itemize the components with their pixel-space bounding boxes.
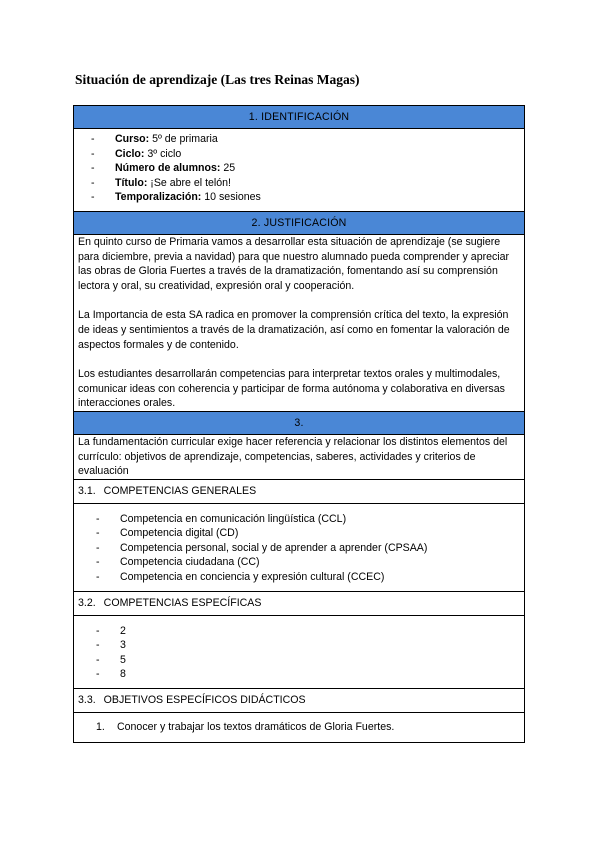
list-item-text: Competencia digital (CD) (120, 527, 239, 540)
justificacion-paragraph: La Importancia de esta SA radica en promover la comprensión crítica del texto, la expresión de ideas y sentimientos a través de la dramatización, así como en fomentar la valoración de aspectos formales y de contenido. (78, 309, 510, 351)
list-item (96, 638, 520, 653)
field-label: Temporalización: (115, 191, 202, 204)
list-item (96, 526, 520, 541)
list-item (91, 176, 520, 191)
list-item (96, 512, 520, 527)
subsection-number: 3.3. (78, 694, 96, 707)
field-label: Curso: (115, 133, 150, 145)
dash-bullet: - (96, 639, 100, 652)
dash-bullet: - (91, 176, 95, 189)
competencias-generales-cell (74, 503, 525, 591)
list-item-text: Conocer y trabajar los textos dramáticos de Gloria Fuertes. (117, 721, 395, 734)
dash-bullet: - (96, 571, 100, 584)
dash-bullet: - (96, 653, 100, 666)
dash-bullet: - (96, 668, 100, 681)
identificacion-cell (74, 129, 525, 212)
dash-bullet: - (96, 624, 100, 637)
justificacion-paragraph: Los estudiantes desarrollarán competencias para interpretar textos orales y multimodales, comunicar ideas con coherencia y participar de forma autónoma y colaborativa en diversas interacciones orales. (78, 368, 505, 410)
list-item-text: Competencia en conciencia y expresión cultural (CCEC) (120, 571, 385, 584)
list-item (91, 132, 520, 147)
competencias-especificas-header (74, 591, 525, 615)
dash-bullet: - (96, 512, 100, 525)
dash-bullet: - (91, 162, 95, 175)
list-item-text: 3 (120, 639, 126, 652)
list-item (91, 161, 520, 176)
field-value: 10 sesiones (201, 191, 261, 204)
subsection-number: 3.2. (78, 596, 96, 609)
field-value: ¡Se abre el telón! (147, 176, 231, 189)
list-item-text: 2 (120, 624, 126, 637)
section-3-intro-cell (74, 434, 525, 479)
list-item (96, 555, 520, 570)
objetivos-header (74, 689, 525, 713)
section-3-header: 3. (74, 411, 525, 434)
dash-bullet: - (91, 191, 95, 204)
list-item-text: 5 (120, 653, 126, 666)
list-item-text: Competencia ciudadana (CC) (120, 556, 260, 569)
dash-bullet: - (96, 541, 100, 554)
field-value: 25 (220, 162, 236, 175)
learning-situation-table (73, 105, 525, 743)
competencias-generales-header (74, 479, 525, 503)
field-value: 5º de primaria (149, 133, 218, 145)
objetivos-list (78, 713, 520, 742)
competencias-especificas-cell (74, 615, 525, 688)
dash-bullet: - (91, 133, 95, 145)
list-item (91, 147, 520, 162)
dash-bullet: - (96, 527, 100, 540)
field-label: Título: (115, 176, 148, 189)
competencias-especificas-list (78, 616, 520, 688)
dash-bullet: - (91, 147, 95, 160)
objetivos-cell (74, 713, 525, 743)
dash-bullet: - (96, 556, 100, 569)
subsection-title: COMPETENCIAS GENERALES (103, 484, 257, 497)
field-label: Ciclo: (115, 147, 145, 160)
justificacion-cell (74, 234, 525, 411)
list-item (96, 570, 520, 585)
list-item (96, 720, 520, 735)
field-label: Número de alumnos: (115, 162, 221, 175)
identificacion-header: 1. IDENTIFICACIÓN (74, 106, 525, 129)
list-item (96, 653, 520, 668)
item-number: 1. (96, 721, 105, 734)
subsection-title: OBJETIVOS ESPECÍFICOS DIDÁCTICOS (103, 694, 306, 707)
section-3-intro: La fundamentación curricular exige hacer referencia y relacionar los distintos elementos del currículo: objetivos de aprendizaje, competencias, saberes, actividades y criterios de evaluación (78, 435, 508, 478)
list-item (96, 667, 520, 682)
list-item-text: 8 (120, 668, 126, 681)
identificacion-list (78, 129, 520, 211)
list-item (91, 190, 520, 205)
subsection-title: COMPETENCIAS ESPECÍFICAS (103, 596, 262, 609)
list-item-text: Competencia personal, social y de aprender a aprender (CPSAA) (120, 541, 428, 554)
subsection-number: 3.1. (78, 484, 96, 497)
document-title: Situación de aprendizaje (Las tres Reinas Magas) (75, 72, 360, 87)
list-item (96, 541, 520, 556)
justificacion-header: 2. JUSTIFICACIÓN (74, 211, 525, 234)
list-item-text: Competencia en comunicación lingüística (CCL) (120, 512, 347, 525)
field-value: 3º ciclo (144, 147, 182, 160)
justificacion-paragraph: En quinto curso de Primaria vamos a desarrollar esta situación de aprendizaje (se sugiere para diciembre, previa a navidad) para que nuestro alumnado pueda comprender y apreciar las obras de Gloria Fuertes a través de la dramatización, fomentando así su comprensión lectora y oral, su creatividad, expresión oral y cooperación. (78, 235, 510, 292)
list-item (96, 624, 520, 639)
competencias-generales-list (78, 504, 520, 591)
